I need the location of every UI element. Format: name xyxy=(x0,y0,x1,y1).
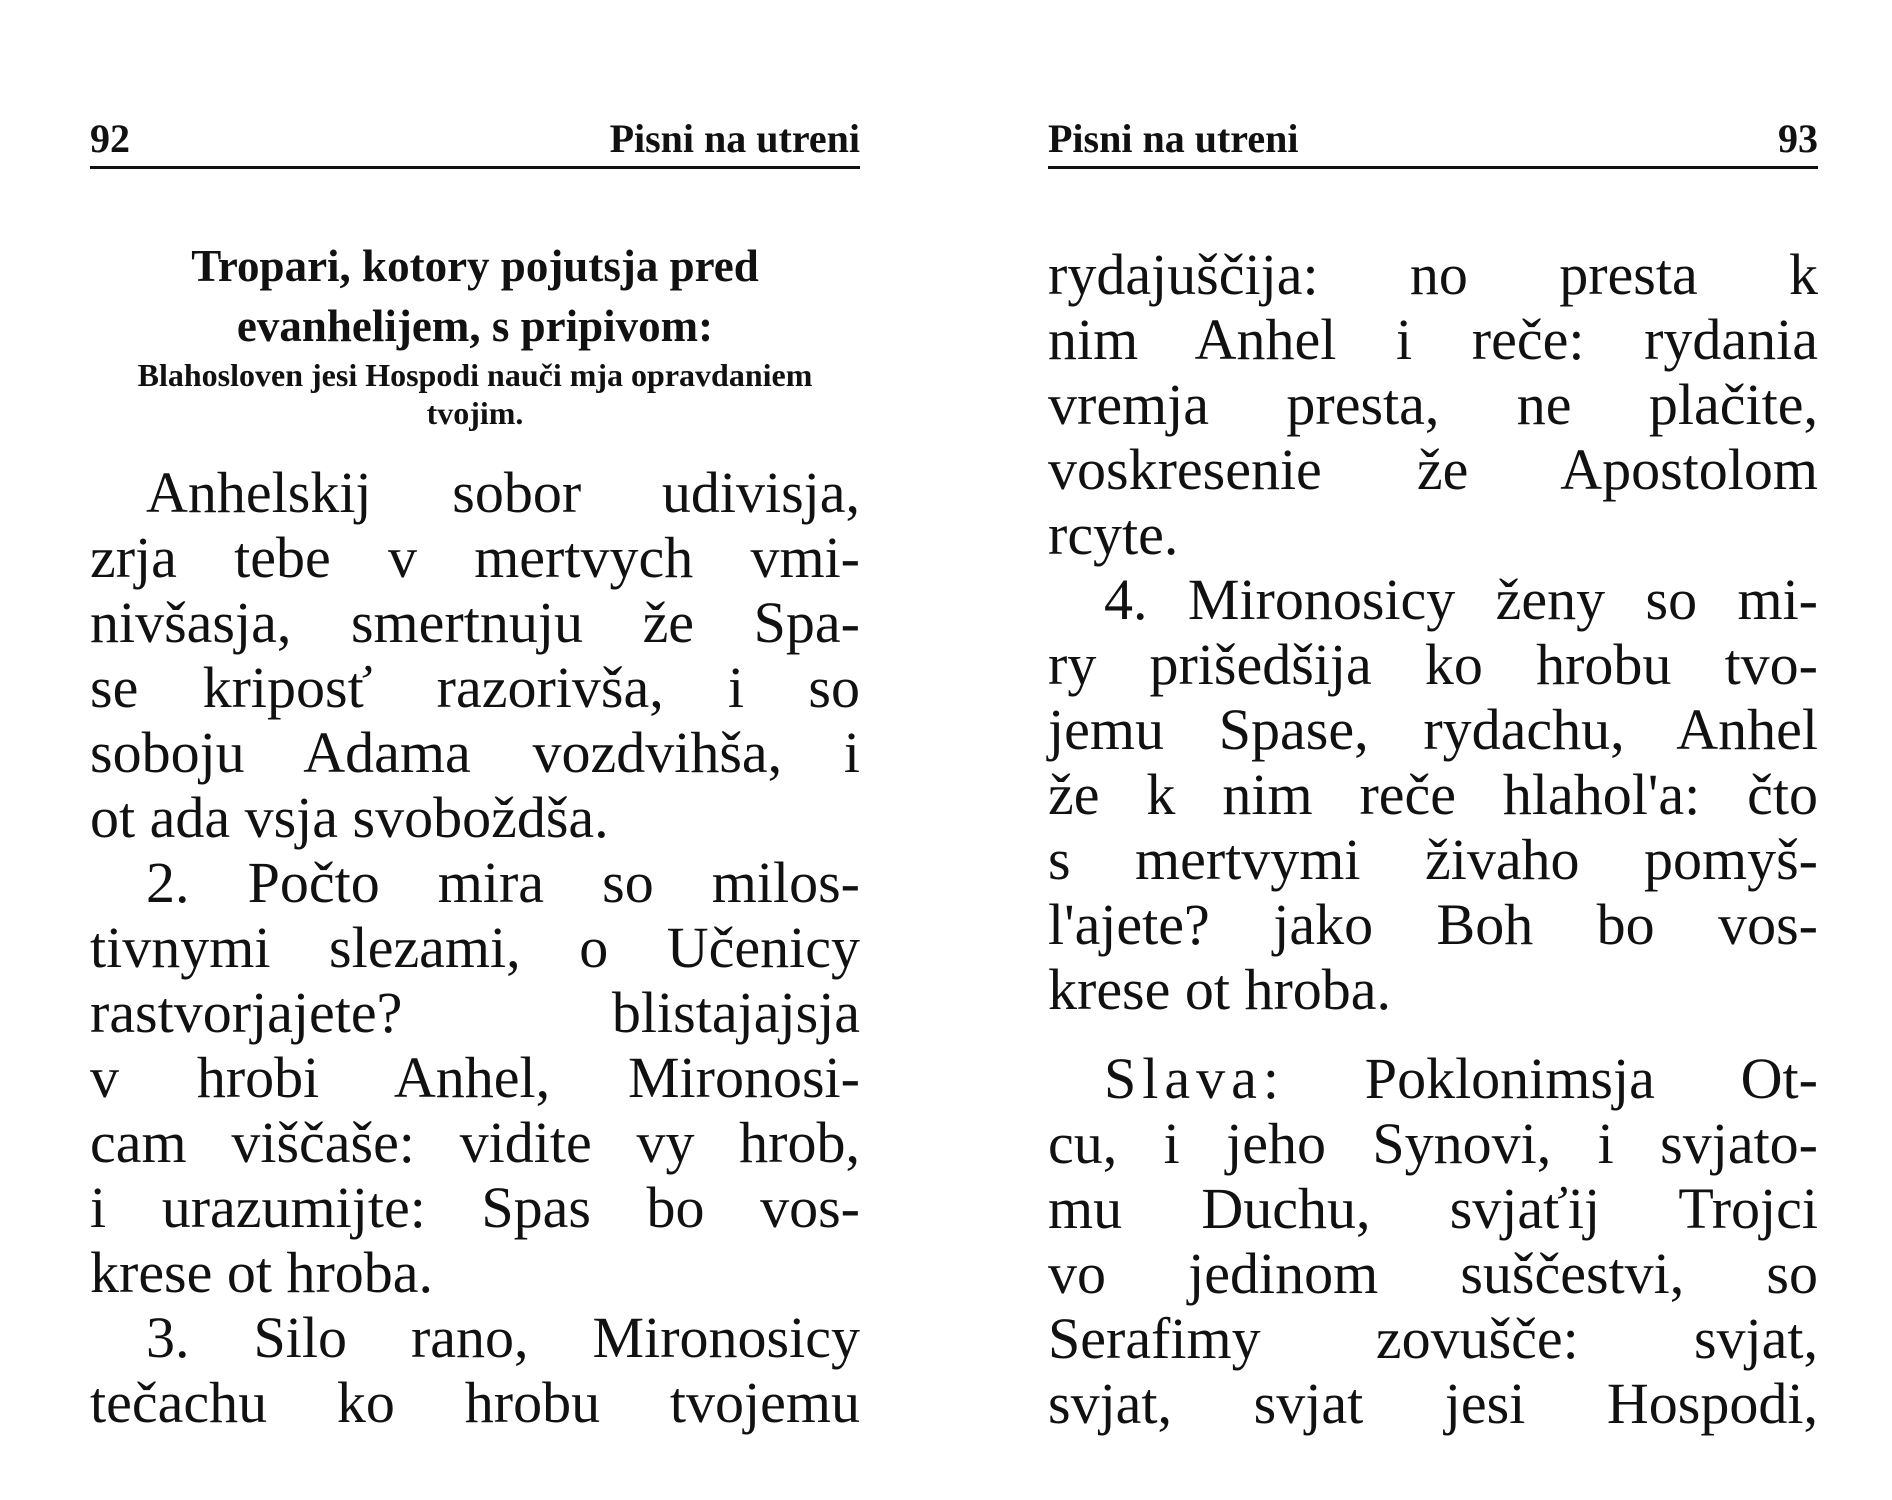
text-line: nivšasja, smertnuju že Spa- xyxy=(90,590,860,655)
troparion-subheading: Blahosloven jesi Hospodi nauči mja opravdaniem tvojim. xyxy=(137,357,813,431)
text-line: vo jedinom suščestvi, so xyxy=(1048,1241,1818,1306)
left-running-title: Pisni na utreni xyxy=(609,116,860,161)
slava-block xyxy=(1048,1046,1818,1436)
text-line: 3. Silo rano, Mironosicy xyxy=(146,1305,860,1370)
text-line: krese ot hroba. xyxy=(1048,957,1392,1022)
text-line: se kriposť razorivša, i so xyxy=(90,655,860,720)
text-line: tečachu ko hrobu tvojemu xyxy=(90,1370,860,1435)
troparion-heading: Tropari, kotory pojutsja pred evanhelijem, s pripivom: xyxy=(191,241,759,351)
text-line: cam viščaše: vidite vy hrob, xyxy=(90,1110,860,1175)
text-line: rydajuščija: no presta k xyxy=(1048,242,1818,307)
left-page xyxy=(90,0,860,1500)
slava-line xyxy=(1048,1046,1818,1111)
text-line: l'ajete? jako Boh bo vos- xyxy=(1048,892,1818,957)
text-line: mu Duchu, svjaťij Trojci xyxy=(1048,1176,1818,1241)
right-running-title: Pisni na utreni xyxy=(1048,116,1299,161)
text-line: i urazumijte: Spas bo vos- xyxy=(90,1175,860,1240)
text-line: nim Anhel i reče: rydania xyxy=(1048,307,1818,372)
text-line: soboju Adama vozdvihša, i xyxy=(90,720,860,785)
text-line: vremja presta, ne plačite, xyxy=(1048,372,1818,437)
right-page xyxy=(1048,0,1818,1500)
text-line: s mertvymi živaho pomyš- xyxy=(1048,827,1818,892)
slava-line-rest: : Poklonimsja Ot- xyxy=(1262,1046,1818,1111)
slava-label: Slava xyxy=(1104,1046,1263,1111)
right-running-head xyxy=(1048,112,1818,169)
text-line: Serafimy zovušče: svjat, xyxy=(1048,1306,1818,1371)
text-line: cu, i jeho Synovi, i svjato- xyxy=(1048,1111,1818,1176)
text-line: 4. Mironosicy ženy so mi- xyxy=(1104,567,1818,632)
text-line: svjat, svjat jesi Hospodi, xyxy=(1048,1371,1818,1436)
text-line: ot ada vsja svoboždša. xyxy=(90,785,609,850)
text-line: krese ot hroba. xyxy=(90,1240,434,1305)
text-line: v hrobi Anhel, Mironosi- xyxy=(90,1045,860,1110)
text-line: jemu Spase, rydachu, Anhel xyxy=(1048,697,1818,762)
text-line: 2. Počto mira so milos- xyxy=(146,850,860,915)
text-line: ry prišedšija ko hrobu tvo- xyxy=(1048,632,1818,697)
text-line: voskresenie že Apostolom xyxy=(1048,437,1818,502)
text-line: rcyte. xyxy=(1048,502,1179,567)
text-line: že k nim reče hlahol'a: čto xyxy=(1048,762,1818,827)
left-running-head xyxy=(90,112,860,169)
text-line: tivnymi slezami, o Učenicy xyxy=(90,915,860,980)
left-body-text xyxy=(90,460,860,1435)
left-page-number: 92 xyxy=(90,116,130,161)
text-line: Anhelskij sobor udivisja, xyxy=(146,460,860,525)
text-line: zrja tebe v mertvych vmi- xyxy=(90,525,860,590)
text-line: rastvorjajete? blistajajsja xyxy=(90,980,860,1045)
right-page-number: 93 xyxy=(1778,116,1818,161)
right-body-text xyxy=(1048,242,1818,1022)
